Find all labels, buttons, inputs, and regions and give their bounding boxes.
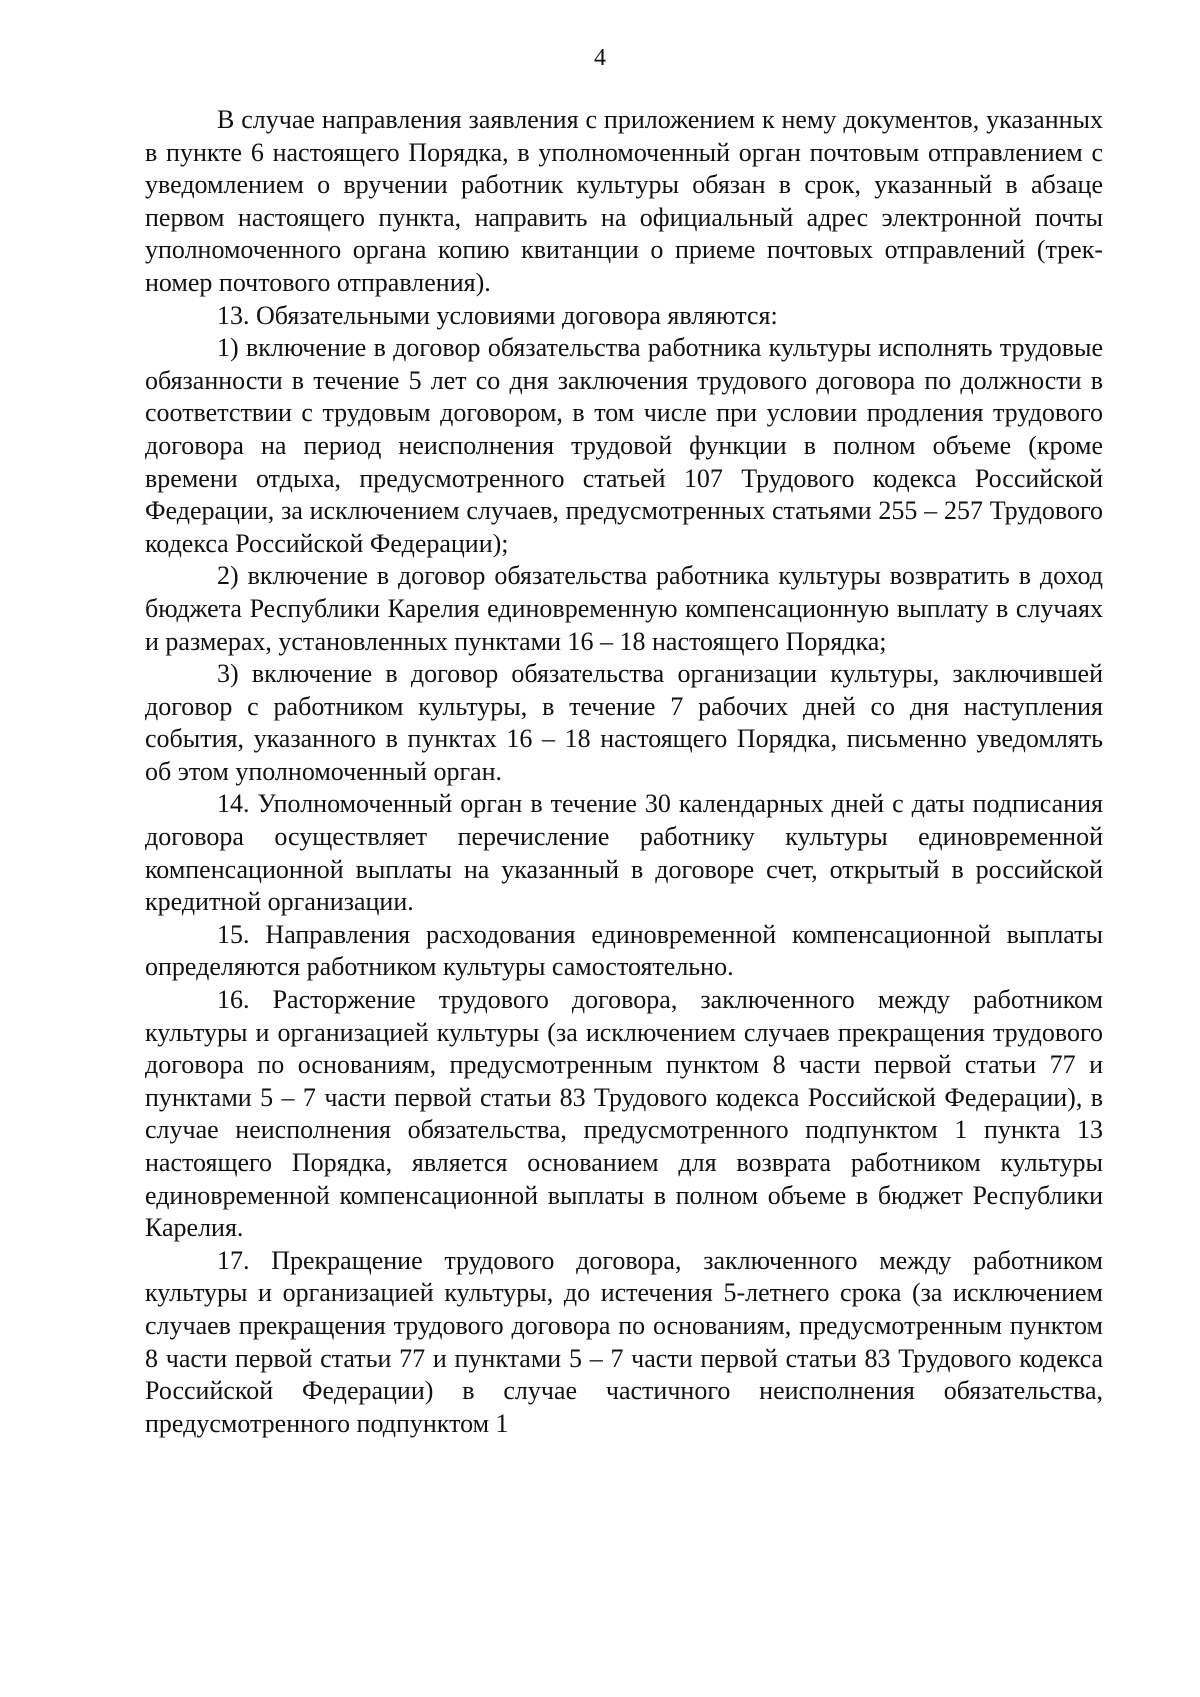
- paragraph-13-item-3: 3) включение в договор обязательства организации культуры, заключившей договор с работником культуры, в течение 7 рабочих дней со дня наступления события, указанного в пунктах 16 – 18 настоящего Порядка, письменно уведомлять об этом уполномоченный орган.: [145, 659, 1103, 786]
- paragraph-postal-submission: В случае направления заявления с приложением к нему документов, указанных в пункте 6 настоящего Порядка, в уполномоченный орган почтовым отправлением с уведомлением о вручении работник культуры обязан в срок, указанный в абзаце первом настоящего пункта, направить на официальный адрес электронной почты уполномоченного органа копию квитанции о приеме почтовых отправлений (трек-номер почтового отправления).: [145, 105, 1103, 297]
- page-number: 4: [594, 45, 606, 71]
- paragraph-13-heading: 13. Обязательными условиями договора являются:: [217, 300, 778, 330]
- document-body: [145, 104, 1103, 1440]
- paragraph-13-item-1: 1) включение в договор обязательства работника культуры исполнять трудовые обязанности в течение 5 лет со дня заключения трудового договора по должности в соответствии с трудовым договором, в том числе при условии продления трудового договора на период неисполнения трудовой функции в полном объеме (кроме времени отдыха, предусмотренного статьей 107 Трудового кодекса Российской Федерации, за исключением случаев, предусмотренных статьями 255 – 257 Трудового кодекса Российской Федерации);: [145, 333, 1103, 558]
- paragraph-17: 17. Прекращение трудового договора, заключенного между работником культуры и организацией культуры, до истечения 5-летнего срока (за исключением случаев прекращения трудового договора по основаниям, предусмотренным пунктом 8 части первой статьи 77 и пунктами 5 – 7 части первой статьи 83 Трудового кодекса Российской Федерации) в случае частичного неисполнения обязательства, предусмотренного подпунктом 1: [145, 1245, 1103, 1438]
- paragraph-13-item-2: 2) включение в договор обязательства работника культуры возвратить в доход бюджета Республики Карелия единовременную компенсационную выплату в случаях и размерах, установленных пунктами 16 – 18 настоящего Порядка;: [145, 561, 1103, 656]
- paragraph-16: 16. Расторжение трудового договора, заключенного между работником культуры и организацией культуры (за исключением случаев прекращения трудового договора по основаниям, предусмотренным пунктом 8 части первой статьи 77 и пунктами 5 – 7 части первой статьи 83 Трудового кодекса Российской Федерации), в случае неисполнения обязательства, предусмотренного подпунктом 1 пункта 13 настоящего Порядка, является основанием для возврата работником культуры единовременной компенсационной выплаты в полном объеме в бюджет Республики Карелия.: [145, 985, 1103, 1243]
- paragraph-14: 14. Уполномоченный орган в течение 30 календарных дней с даты подписания договора осуществляет перечисление работнику культуры единовременной компенсационной выплаты на указанный в договоре счет, открытый в российской кредитной организации.: [145, 789, 1103, 917]
- paragraph-15: 15. Направления расходования единовременной компенсационной выплаты определяются работником культуры самостоятельно.: [145, 919, 1103, 982]
